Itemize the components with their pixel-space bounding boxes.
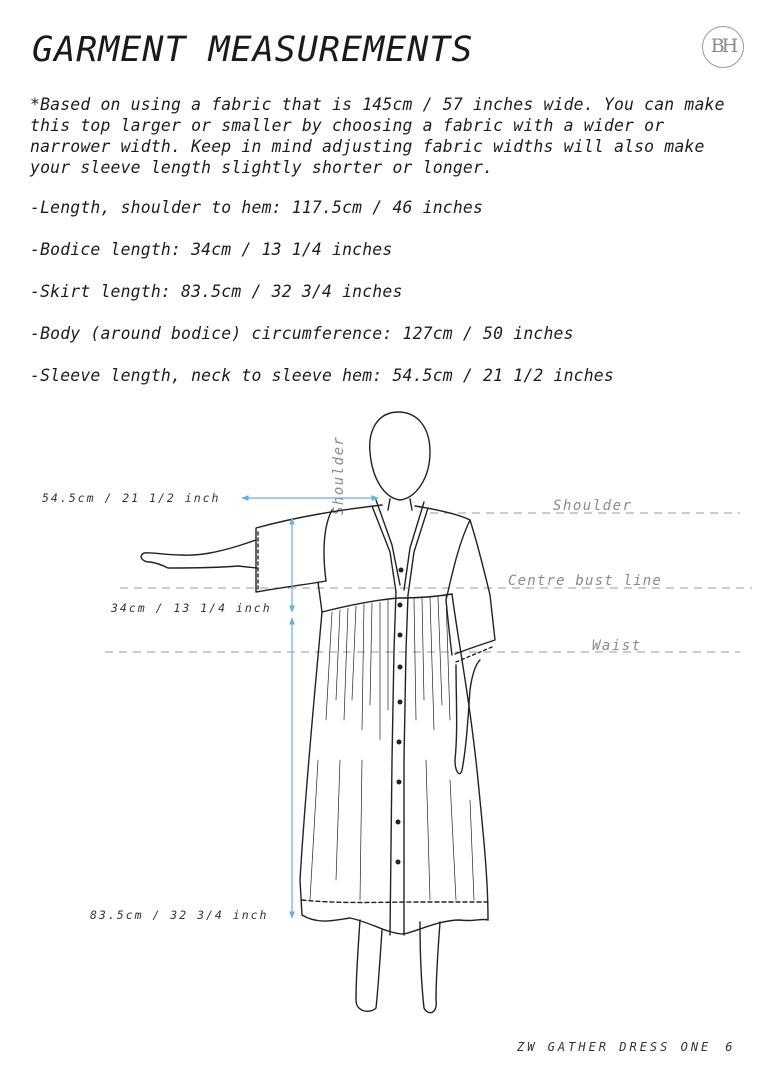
footer-document-name: ZW GATHER DRESS ONE xyxy=(517,1040,712,1054)
measurement-bodice-length: -Bodice length: 34cm / 13 1/4 inches xyxy=(30,240,393,259)
page-number: 6 xyxy=(725,1040,736,1054)
button-dot xyxy=(398,665,403,670)
measurement-sleeve-length: -Sleeve length, neck to sleeve hem: 54.5cm / 21 1/2 inches xyxy=(30,366,614,385)
guide-label-shoulder: Shoulder xyxy=(553,498,633,514)
button-dot xyxy=(398,700,403,705)
page-title: GARMENT MEASUREMENTS xyxy=(32,30,474,70)
bodice-outline xyxy=(324,510,470,600)
guide-label-bust: Centre bust line xyxy=(508,573,663,589)
dress-measurement-diagram xyxy=(0,400,780,1030)
guide-label-waist: Waist xyxy=(592,638,642,654)
page-footer xyxy=(517,1040,736,1054)
button-placket xyxy=(390,592,408,935)
sleeve-length-label: 54.5cm / 21 1/2 inch xyxy=(42,491,221,505)
button-dot xyxy=(397,780,402,785)
intro-paragraph: *Based on using a fabric that is 145cm / 57 inches wide. You can make this top larger or smaller by choosing a fabric with a wider or narrower width. Keep in mind adjusting fabric widths will also make your sleeve length slightly shorter or longer. xyxy=(30,95,725,177)
button-dot xyxy=(399,568,404,573)
dress-buttons xyxy=(396,568,404,865)
head-outline xyxy=(370,412,430,500)
measurement-length: -Length, shoulder to hem: 117.5cm / 46 inches xyxy=(30,198,484,217)
button-dot xyxy=(397,740,402,745)
sleeve-outline xyxy=(256,505,382,592)
measurement-skirt-length: -Skirt length: 83.5cm / 32 3/4 inches xyxy=(30,282,403,301)
hem-line xyxy=(302,900,488,903)
logo-monogram: BH xyxy=(710,35,736,57)
guide-label-shoulder-vertical: Shoulder xyxy=(331,435,347,515)
button-dot xyxy=(398,633,403,638)
yoke-seam xyxy=(322,594,452,612)
skirt-length-label: 83.5cm / 32 3/4 inch xyxy=(90,908,269,922)
button-dot xyxy=(396,860,401,865)
button-dot xyxy=(396,820,401,825)
bodice-length-label: 34cm / 13 1/4 inch xyxy=(111,601,272,615)
arm-outline xyxy=(141,540,257,568)
measurement-circumference: -Body (around bodice) circumference: 127cm / 50 inches xyxy=(30,324,574,343)
button-dot xyxy=(398,603,403,608)
brand-logo xyxy=(702,26,744,68)
